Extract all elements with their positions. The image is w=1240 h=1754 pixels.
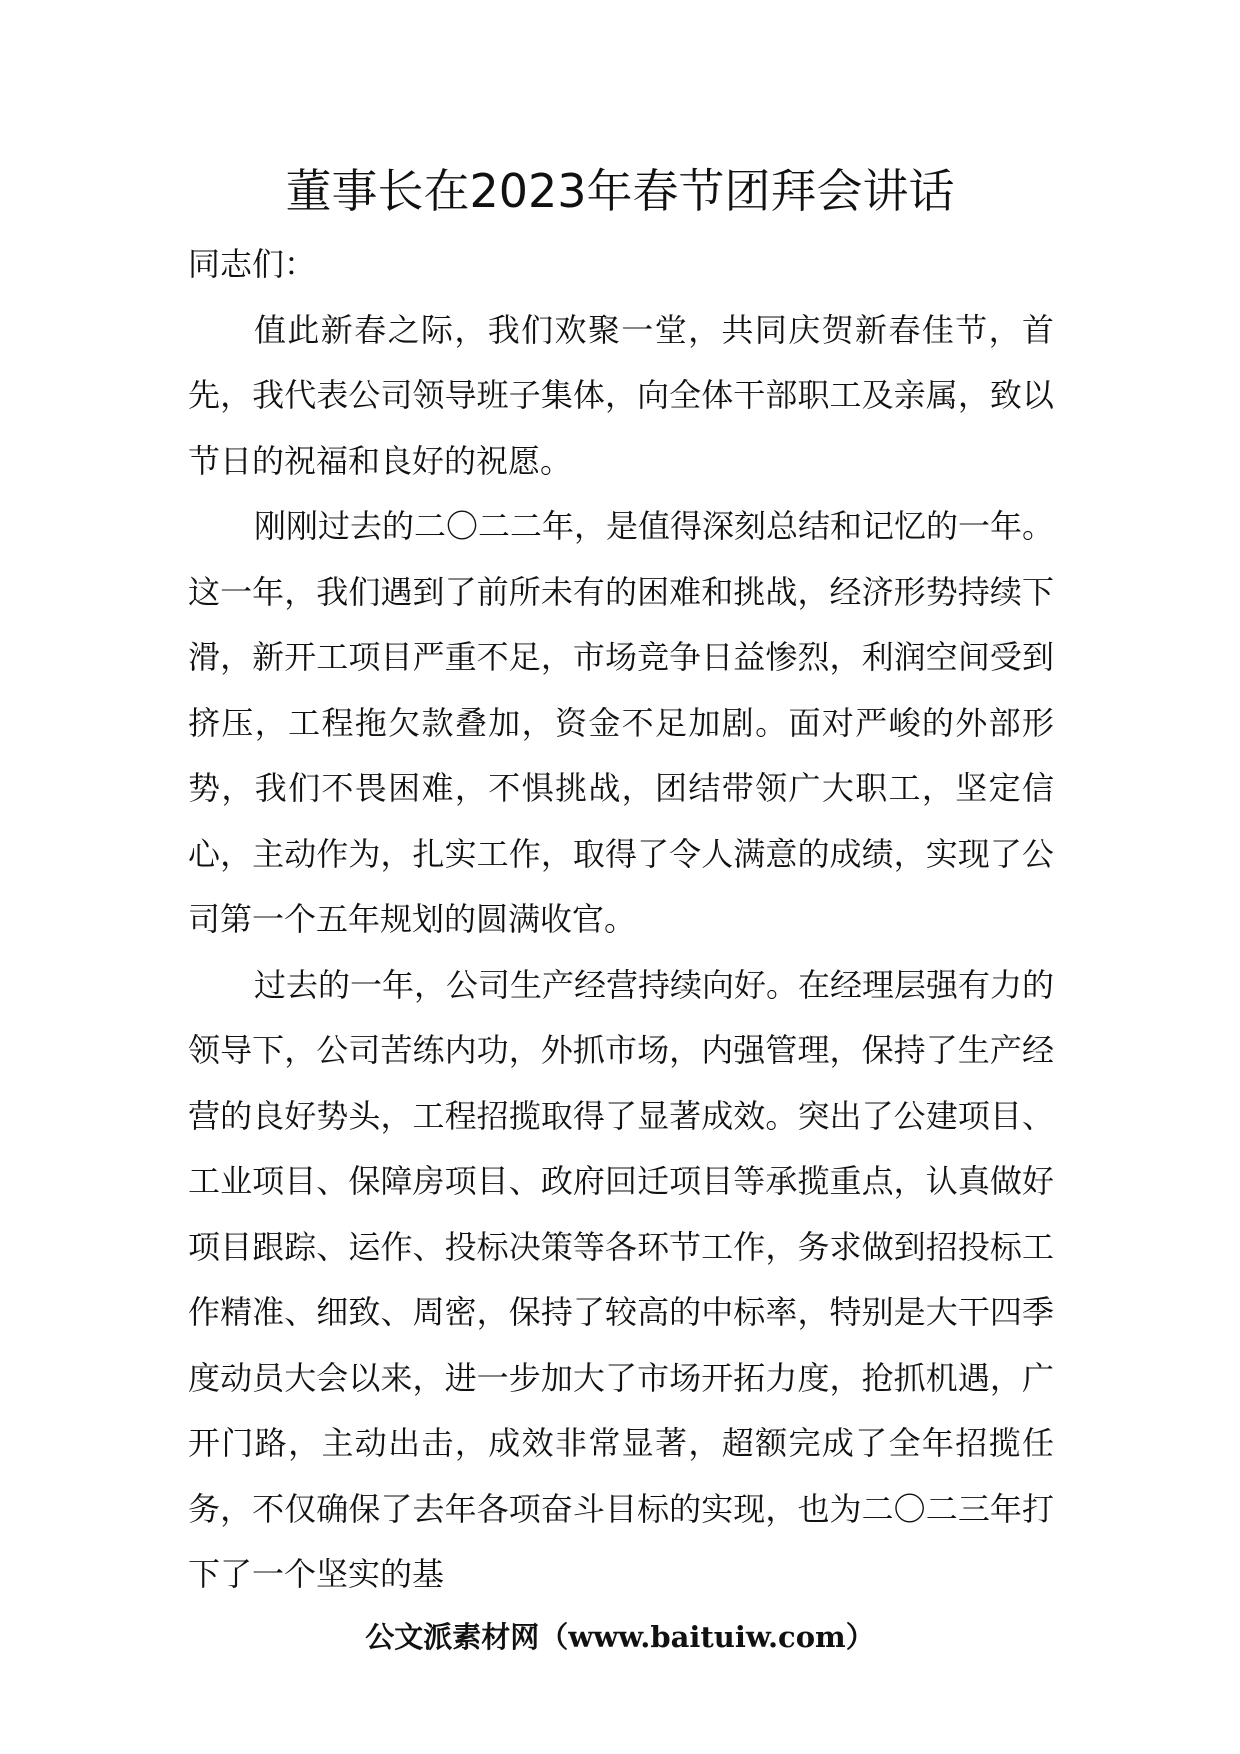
document-body	[188, 232, 1054, 1608]
document-title: 董事长在2023年春节团拜会讲话	[285, 164, 955, 218]
salutation: 同志们：	[188, 245, 317, 283]
paragraph: 过去的一年，公司生产经营持续向好。在经理层强有力的领导下，公司苦练内功，外抓市场，内强管理，保持了生产经营的良好势头，工程招揽取得了显著成效。突出了公建项目、工业项目、保障房项目、政府回迁项目等承揽重点，认真做好项目跟踪、运作、投标决策等各环节工作，务求做到招投标工作精准、细致、周密，保持了较高的中标率，特别是大干四季度动员大会以来，进一步加大了市场开拓力度，抢抓机遇，广开门路，主动出击，成效非常显著，超额完成了全年招揽任务，不仅确保了去年各项奋斗目标的实现，也为二〇二三年打下了一个坚实的基	[188, 965, 1055, 1593]
page-footer: 公文派素材网（www.baituiw.com）	[365, 1620, 875, 1654]
paragraph: 值此新春之际，我们欢聚一堂，共同庆贺新春佳节，首先，我代表公司领导班子集体，向全体干部职工及亲属，致以节日的祝福和良好的祝愿。	[188, 310, 1054, 480]
paragraph: 刚刚过去的二〇二二年，是值得深刻总结和记忆的一年。这一年，我们遇到了前所未有的困难和挑战，经济形势持续下滑，新开工项目严重不足，市场竞争日益惨烈，利润空间受到挤压，工程拖欠款叠加，资金不足加剧。面对严峻的外部形势，我们不畏困难，不惧挑战，团结带领广大职工，坚定信心，主动作为，扎实工作，取得了令人满意的成绩，实现了公司第一个五年规划的圆满收官。	[188, 507, 1055, 938]
